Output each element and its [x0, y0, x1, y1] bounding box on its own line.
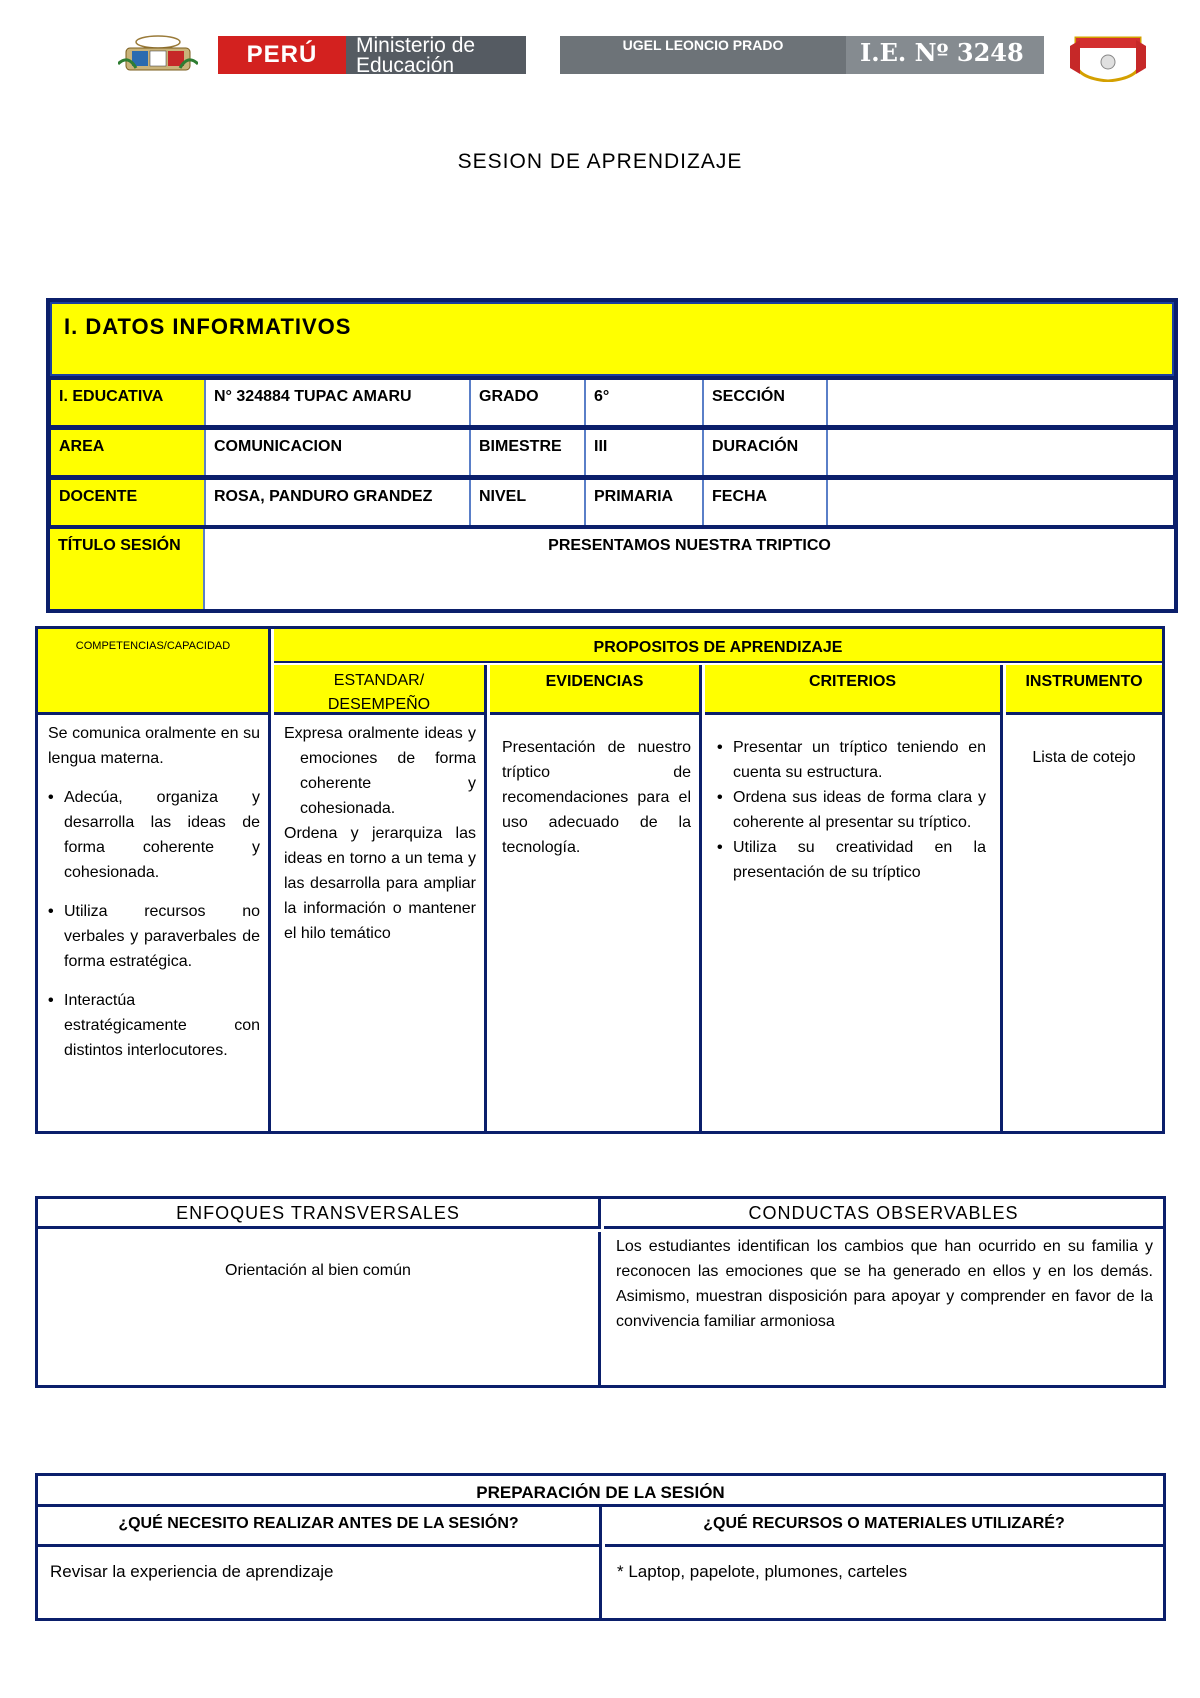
- field-value: III: [586, 430, 704, 475]
- evidencias-cell: [490, 715, 702, 1131]
- field-label: DOCENTE: [51, 480, 206, 525]
- header-banner: [118, 34, 1150, 74]
- datos-heading: I. DATOS INFORMATIVOS: [50, 302, 1174, 376]
- conductas-header: CONDUCTAS OBSERVABLES: [604, 1199, 1163, 1229]
- datos-row: [50, 379, 1174, 426]
- enfoque-value: Orientación al bien común: [38, 1232, 601, 1385]
- capacidad-item: • Interactúa estratégicamente con distintos interlocutores.: [48, 988, 260, 1063]
- titulo-row: [50, 529, 1174, 609]
- national-shield-icon: [118, 34, 198, 74]
- competencias-cell: [38, 715, 271, 1131]
- conducta-value: Los estudiantes identifican los cambios que han ocurrido en su familia y reconocen las emociones que se ha generado en ellos y en los demás. Asimismo, muestran disposición para apoyar y comprender en favor de la convivencia familiar armoniosa: [616, 1238, 1153, 1330]
- page-title: SESION DE APRENDIZAJE: [457, 150, 743, 173]
- field-value: 6°: [586, 380, 704, 425]
- evidencias-header: EVIDENCIAS: [490, 665, 702, 715]
- criterios-cell: [705, 715, 1003, 1131]
- titulo-value: PRESENTAMOS NUESTRA TRIPTICO: [548, 537, 831, 554]
- enfoques-table: [35, 1196, 1166, 1388]
- field-label: DURACIÓN: [704, 430, 828, 475]
- preparacion-table: [35, 1473, 1166, 1621]
- capacidad-item: • Utiliza recursos no verbales y paraverbales de forma estratégica.: [48, 899, 260, 974]
- peru-label: PERÚ: [218, 36, 346, 74]
- criterios-header: CRITERIOS: [705, 665, 1003, 715]
- recursos-value: * Laptop, papelote, plumones, carteles: [617, 1562, 908, 1581]
- ministerio-label: Ministerio de Educación: [346, 36, 526, 74]
- instrumento-cell: [1006, 715, 1162, 1131]
- propositos-header: PROPOSITOS DE APRENDIZAJE: [274, 629, 1162, 663]
- preparacion-title: PREPARACIÓN DE LA SESIÓN: [38, 1476, 1163, 1507]
- field-label: FECHA: [704, 480, 828, 525]
- criterio-item: • Ordena sus ideas de forma clara y coherente al presentar su tríptico.: [717, 785, 986, 835]
- capacidad-item: • Adecúa, organiza y desarrolla las ideas de forma coherente y cohesionada.: [48, 785, 260, 885]
- ugel-label: UGEL LEONCIO PRADO: [560, 36, 846, 74]
- field-value: COMUNICACION: [206, 430, 471, 475]
- field-label: AREA: [51, 430, 206, 475]
- ie-label: I.E. Nº 3248: [846, 36, 1044, 74]
- instrumento-header: INSTRUMENTO: [1006, 665, 1162, 715]
- enfoques-header: ENFOQUES TRANSVERSALES: [38, 1199, 601, 1229]
- competencia-intro: Se comunica oralmente en su lengua materna.: [48, 725, 260, 767]
- datos-row: [50, 429, 1174, 476]
- estandar-header: ESTANDAR/ DESEMPEÑO: [274, 665, 487, 715]
- field-label: I. EDUCATIVA: [51, 380, 206, 425]
- antes-value: Revisar la experiencia de aprendizaje: [38, 1547, 602, 1618]
- evidencia-text: Presentación de nuestro tríptico de recomendaciones para el uso adecuado de la tecnología.: [502, 739, 691, 856]
- field-value: [828, 480, 1173, 525]
- field-value: PRIMARIA: [586, 480, 704, 525]
- field-value: [828, 430, 1173, 475]
- antes-header: ¿QUÉ NECESITO REALIZAR ANTES DE LA SESIÓN?: [38, 1507, 602, 1547]
- competencias-table: [35, 626, 1165, 1134]
- school-crest-icon: [1066, 34, 1150, 82]
- datos-informativos: [46, 298, 1178, 613]
- field-value: ROSA, PANDURO GRANDEZ: [206, 480, 471, 525]
- desempeno-2: Ordena y jerarquiza las ideas en torno a un tema y las desarrolla para ampliar la información o mantener el hilo temático: [284, 825, 476, 942]
- instrumento-value: Lista de cotejo: [1032, 749, 1136, 766]
- desempeno-cell: [274, 715, 487, 1131]
- field-value: [828, 380, 1173, 425]
- field-label: BIMESTRE: [471, 430, 586, 475]
- datos-row: [50, 479, 1174, 526]
- criterio-item: • Presentar un tríptico teniendo en cuenta su estructura.: [717, 735, 986, 785]
- desempeno-1: Expresa oralmente ideas y emociones de forma coherente y cohesionada.: [284, 725, 476, 817]
- field-value: N° 324884 TUPAC AMARU: [206, 380, 471, 425]
- recursos-header: ¿QUÉ RECURSOS O MATERIALES UTILIZARÉ?: [605, 1507, 1163, 1547]
- titulo-label: TÍTULO SESIÓN: [50, 529, 205, 609]
- criterio-item: • Utiliza su creatividad en la presentación de su tríptico: [717, 835, 986, 885]
- field-label: GRADO: [471, 380, 586, 425]
- field-label: SECCIÓN: [704, 380, 828, 425]
- competencias-header: COMPETENCIAS/CAPACIDAD: [38, 629, 271, 715]
- field-label: NIVEL: [471, 480, 586, 525]
